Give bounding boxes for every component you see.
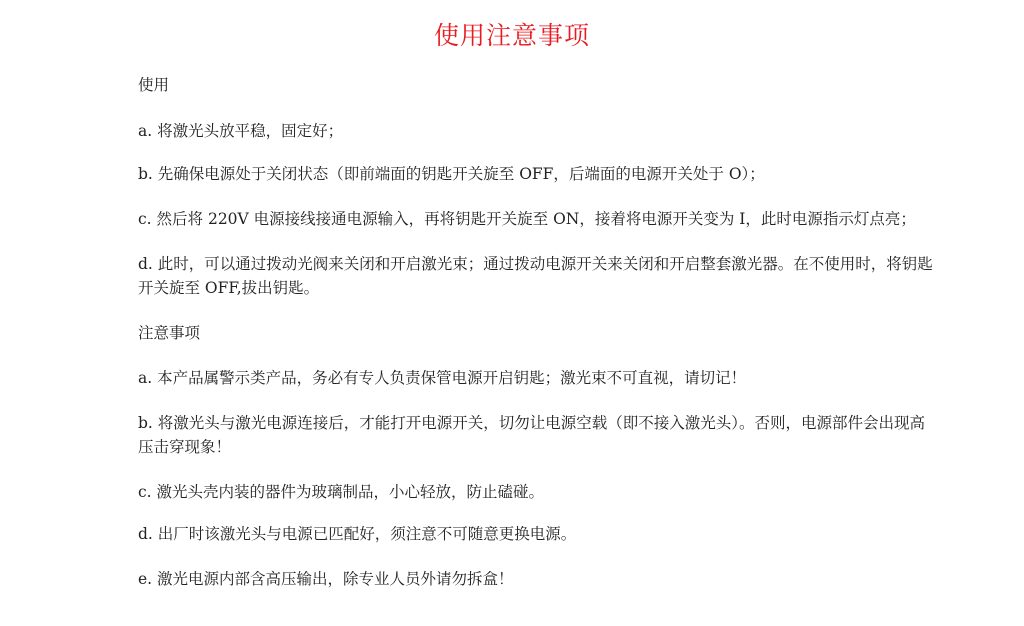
usage-step-d: d. 此时，可以通过拨动光阀来关闭和开启激光束；通过拨动电源开关来关闭和开启整套激光器。在不使用时，将钥匙开关旋至 OFF,拔出钥匙。 xyxy=(138,255,933,297)
usage-step-a: a. 将激光头放平稳，固定好； xyxy=(138,122,344,140)
usage-step-c: c. 然后将 220V 电源接线接通电源输入，再将钥匙开关旋至 ON，接着将电源开关变为 I，此时电源指示灯点亮； xyxy=(138,210,916,228)
usage-step-b: b. 先确保电源处于关闭状态（即前端面的钥匙开关旋至 OFF，后端面的电源开关处于 O）； xyxy=(138,165,765,183)
caution-item-a: a. 本产品属警示类产品，务必有专人负责保管电源开启钥匙；激光束不可直视，请切记！ xyxy=(138,369,747,387)
page-title: 使用注意事项 xyxy=(433,21,590,50)
caution-item-e: e. 激光电源内部含高压输出，除专业人员外请勿拆盒！ xyxy=(138,570,514,588)
section-heading-usage: 使用 xyxy=(138,76,170,94)
document-body xyxy=(138,73,938,591)
caution-item-d: d. 出厂时该激光头与电源已匹配好，须注意不可随意更换电源。 xyxy=(138,525,577,543)
caution-item-c: c. 激光头壳内装的器件为玻璃制品，小心轻放，防止磕碰。 xyxy=(138,483,545,501)
section-heading-cautions: 注意事项 xyxy=(138,324,201,342)
caution-item-b: b. 将激光头与激光电源连接后，才能打开电源开关，切勿让电源空载（即不接入激光头）。否则，电源部件会出现高压击穿现象！ xyxy=(138,414,926,456)
